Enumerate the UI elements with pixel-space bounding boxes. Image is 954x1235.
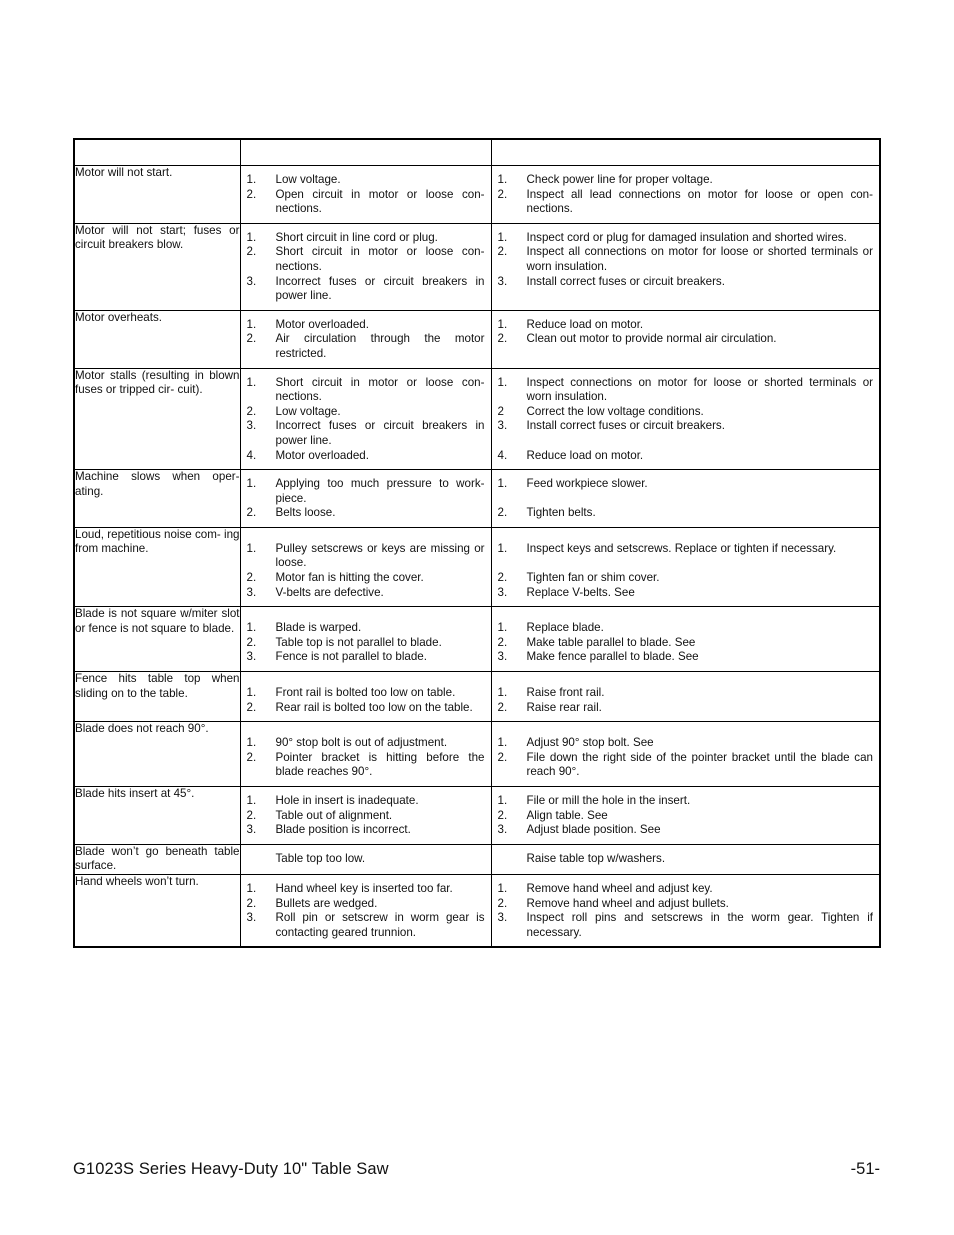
item-number: 1. (497, 173, 508, 186)
item-number: 1. (246, 375, 257, 389)
solution-cell (491, 722, 880, 787)
table-row (74, 722, 880, 787)
item-number: 2. (497, 571, 508, 585)
item-number: 3. (246, 274, 257, 288)
header-symptom (74, 139, 240, 166)
item-text: Belts loose. (275, 506, 336, 520)
item-number: 1. (246, 621, 257, 635)
item-text: 90° stop bolt is out of adjustment. (275, 736, 448, 750)
cause-item (241, 419, 485, 448)
item-number: 3. (497, 274, 508, 288)
solution-item (492, 882, 874, 897)
cause-cell (240, 672, 491, 722)
table-row (74, 607, 880, 672)
solution-item (492, 542, 874, 557)
footer-title: G1023S Series Heavy-Duty 10" Table Saw (73, 1160, 389, 1178)
cause-item (241, 318, 485, 333)
item-text: Blade is warped. (275, 621, 362, 635)
cause-item (241, 823, 485, 838)
solution-item (492, 911, 874, 940)
item-text: Install correct fuses or circuit breakers. (526, 419, 725, 433)
cause-item (241, 636, 485, 651)
item-number: 1. (497, 736, 508, 750)
item-number (241, 852, 276, 867)
solution-cell (491, 223, 880, 310)
item-number: 2. (246, 635, 257, 649)
cause-item (241, 911, 485, 940)
item-text: Roll pin or setscrew in worm gear is contacting geared trunnion. (275, 911, 485, 939)
item-text: Applying too much pressure to work- piece. (275, 477, 485, 505)
solution-item (492, 275, 874, 290)
item-number: 1. (246, 230, 257, 244)
item-number: 1. (246, 736, 257, 750)
cause-cell (240, 368, 491, 470)
solution-cell (491, 874, 880, 947)
item-number: 3. (246, 419, 257, 433)
item-text: Table out of alignment. (275, 808, 393, 822)
cause-item (241, 449, 485, 464)
item-text: Low voltage. (275, 173, 341, 186)
item-text: Inspect roll pins and setscrews in the worm gear. Tighten if necessary. (526, 911, 873, 939)
symptom-cell: Machine slows when oper- ating. (74, 470, 240, 528)
symptom-cell: Fence hits table top when sliding on to the table. (74, 672, 240, 722)
item-number: 1. (246, 541, 257, 555)
item-number: 2. (246, 506, 257, 520)
solution-item (492, 405, 874, 420)
table-row (74, 874, 880, 947)
item-text: Low voltage. (275, 404, 341, 418)
item-number: 2. (497, 506, 508, 520)
item-text: Reduce load on motor. (526, 317, 644, 331)
item-number: 2. (246, 896, 257, 910)
table-row (74, 166, 880, 224)
table-row (74, 787, 880, 845)
item-text: Raise front rail. (526, 686, 605, 700)
solution-item (492, 794, 874, 809)
item-text: Raise rear rail. (526, 700, 602, 714)
solution-cell (491, 787, 880, 845)
solution-item (492, 245, 874, 274)
solution-item (492, 586, 874, 601)
item-number: 3. (497, 585, 508, 599)
item-text: Check power line for proper voltage. (526, 173, 713, 186)
item-text: Inspect cord or plug for damaged insulation and shorted wires. (526, 230, 847, 244)
cause-item (241, 245, 485, 274)
cause-item (241, 542, 485, 571)
item-text: Adjust 90° stop bolt. See (526, 736, 654, 750)
solution-item (492, 332, 874, 347)
solution-item (492, 852, 874, 867)
solution-item (492, 231, 874, 246)
item-text: Inspect all lead connections on motor for loose or open con- nections. (526, 187, 873, 216)
item-number: 2. (497, 700, 508, 714)
item-text: Hole in insert is inadequate. (275, 794, 419, 807)
item-text: V-belts are defective. (275, 585, 384, 599)
cause-cell (240, 844, 491, 874)
cause-item (241, 897, 485, 912)
table-header-row (74, 139, 880, 166)
item-text: Short circuit in motor or loose con- nections. (275, 245, 485, 273)
cause-item (241, 701, 485, 716)
symptom-cell: Motor overheats. (74, 310, 240, 368)
item-text: Fence is not parallel to blade. (275, 650, 427, 664)
cause-item (241, 188, 485, 217)
symptom-cell: Motor will not start. (74, 166, 240, 224)
cause-item (241, 376, 485, 405)
item-number: 2. (246, 571, 257, 585)
cause-item (241, 794, 485, 809)
troubleshooting-table (73, 138, 881, 948)
item-number: 4. (246, 448, 257, 462)
cause-item (241, 650, 485, 665)
header-possible-cause (240, 139, 491, 166)
table-row (74, 223, 880, 310)
table-row (74, 310, 880, 368)
solution-item (492, 636, 874, 651)
item-number: 3. (246, 650, 257, 664)
item-text: Air circulation through the motor restricted. (275, 332, 485, 360)
item-text: Pointer bracket is hitting before the blade reaches 90°. (275, 750, 485, 779)
item-text: Make fence parallel to blade. See (526, 650, 699, 664)
item-number: 1. (497, 477, 508, 491)
item-text: Rear rail is bolted too low on the table. (275, 700, 473, 714)
solution-item (492, 188, 874, 217)
item-number: 1. (497, 541, 508, 555)
item-number: 2. (497, 896, 508, 910)
item-text: Clean out motor to provide normal air circulation. (526, 332, 777, 346)
item-text: Inspect all connections on motor for loose or shorted terminals or worn insulation. (526, 245, 873, 273)
cause-item (241, 882, 485, 897)
solution-cell (491, 672, 880, 722)
cause-item (241, 809, 485, 824)
page-number: -51- (850, 1160, 880, 1178)
symptom-cell: Blade won’t go beneath table surface. (74, 844, 240, 874)
item-number (492, 852, 527, 867)
item-text: Short circuit in motor or loose con- nections. (275, 375, 485, 404)
solution-item (492, 477, 874, 492)
item-number: 3. (497, 419, 508, 433)
symptom-cell: Motor stalls (resulting in blown fuses or tripped cir- cuit). (74, 368, 240, 470)
item-text: Install correct fuses or circuit breakers. (526, 274, 725, 288)
item-text: Tighten belts. (526, 506, 596, 520)
item-text: Front rail is bolted too low on table. (275, 686, 456, 700)
solution-item (492, 376, 874, 405)
item-text: Bullets are wedged. (275, 896, 378, 910)
cause-cell (240, 310, 491, 368)
solution-cell (491, 527, 880, 606)
item-number: 1. (246, 317, 257, 331)
cause-cell (240, 787, 491, 845)
item-number: 3. (497, 911, 508, 925)
item-number: 1. (497, 686, 508, 700)
solution-cell (491, 166, 880, 224)
symptom-cell: Loud, repetitious noise com- ing from machine. (74, 527, 240, 606)
symptom-cell: Blade is not square w/miter slot or fence is not square to blade. (74, 607, 240, 672)
item-number: 1. (246, 686, 257, 700)
solution-item (492, 809, 874, 824)
item-number: 1. (497, 621, 508, 635)
item-number: 3. (246, 911, 257, 925)
symptom-cell: Blade hits insert at 45°. (74, 787, 240, 845)
solution-item (492, 686, 874, 701)
item-number: 1. (246, 794, 257, 807)
solution-item (492, 701, 874, 716)
item-number: 2. (497, 635, 508, 649)
cause-item (241, 173, 485, 188)
item-number: 1. (497, 375, 508, 389)
solution-item (492, 621, 874, 636)
item-number: 2. (246, 808, 257, 822)
item-number: 2. (246, 245, 257, 259)
solution-item (492, 318, 874, 333)
item-text: Blade position is incorrect. (275, 823, 411, 837)
header-possible-solution (491, 139, 880, 166)
item-text: Table top is not parallel to blade. (275, 635, 442, 649)
item-text: File or mill the hole in the insert. (526, 794, 691, 807)
item-number: 1. (497, 881, 508, 895)
cause-cell (240, 223, 491, 310)
symptom-cell: Blade does not reach 90°. (74, 722, 240, 787)
item-text: Reduce load on motor. (526, 448, 644, 462)
item-text: Motor overloaded. (275, 317, 369, 331)
cause-cell (240, 527, 491, 606)
solution-item (492, 897, 874, 912)
table-row (74, 672, 880, 722)
item-text: Correct the low voltage conditions. (526, 404, 704, 418)
solution-item (492, 419, 874, 434)
solution-item (492, 751, 874, 780)
cause-item (241, 751, 485, 780)
item-number: 2. (246, 187, 257, 201)
item-number: 2. (497, 750, 508, 764)
solution-cell (491, 368, 880, 470)
item-number: 3. (246, 585, 257, 599)
item-text: Inspect keys and setscrews. Replace or tighten if necessary. (526, 541, 837, 555)
item-text: File down the right side of the pointer bracket until the blade can reach 90°. (526, 750, 873, 779)
item-text: Motor overloaded. (275, 448, 369, 462)
item-number: 2. (497, 808, 508, 822)
item-text: Remove hand wheel and adjust bullets. (526, 896, 729, 910)
table-body (74, 166, 880, 948)
cause-cell (240, 470, 491, 528)
solution-item (492, 571, 874, 586)
item-number: 1. (246, 173, 257, 186)
table-row (74, 368, 880, 470)
item-text: Replace blade. (526, 621, 604, 635)
solution-item (492, 736, 874, 751)
item-text: Pulley setscrews or keys are missing or loose. (275, 541, 485, 570)
item-text: Motor fan is hitting the cover. (275, 571, 424, 585)
item-text: Align table. See (526, 808, 608, 822)
item-text: Open circuit in motor or loose con- nections. (275, 187, 485, 216)
symptom-cell: Motor will not start; fuses or circuit breakers blow. (74, 223, 240, 310)
solution-cell (491, 844, 880, 874)
solution-cell (491, 470, 880, 528)
cause-item (241, 275, 485, 304)
solution-cell (491, 607, 880, 672)
item-number: 2. (246, 404, 257, 418)
item-text: Tighten fan or shim cover. (526, 571, 660, 585)
cause-item (241, 621, 485, 636)
table-row (74, 470, 880, 528)
cause-item (241, 332, 485, 361)
item-text: Short circuit in line cord or plug. (275, 230, 438, 244)
item-text: Feed workpiece slower. (526, 477, 648, 491)
cause-cell (240, 722, 491, 787)
solution-cell (491, 310, 880, 368)
table-row (74, 527, 880, 606)
cause-item (241, 852, 485, 867)
item-number: 2. (246, 750, 257, 764)
symptom-cell: Hand wheels won’t turn. (74, 874, 240, 947)
solution-item (492, 650, 874, 665)
item-number: 2 (497, 404, 504, 418)
item-number: 1. (497, 230, 508, 244)
solution-item (492, 173, 874, 188)
item-number: 2. (246, 700, 257, 714)
solution-item (492, 449, 874, 464)
table-row (74, 844, 880, 874)
item-text: Table top too low. (275, 851, 366, 865)
item-text: Raise table top w/washers. (526, 851, 666, 865)
item-number: 1. (246, 477, 257, 491)
cause-item (241, 586, 485, 601)
item-number: 2. (497, 245, 508, 259)
cause-cell (240, 607, 491, 672)
item-number: 1. (497, 794, 508, 807)
item-number: 3. (497, 650, 508, 664)
cause-item (241, 231, 485, 246)
item-number: 2. (497, 187, 508, 201)
item-text: Make table parallel to blade. See (526, 635, 696, 649)
item-number: 3. (497, 823, 508, 837)
item-number: 1. (246, 881, 257, 895)
item-text: Incorrect fuses or circuit breakers in power line. (275, 419, 485, 447)
item-number: 3. (246, 823, 257, 837)
solution-item (492, 823, 874, 838)
cause-cell (240, 166, 491, 224)
solution-item (492, 506, 874, 521)
item-text: Incorrect fuses or circuit breakers in power line. (275, 274, 485, 303)
item-text: Adjust blade position. See (526, 823, 661, 837)
item-text: Remove hand wheel and adjust key. (526, 881, 713, 895)
item-text: Hand wheel key is inserted too far. (275, 881, 453, 895)
cause-item (241, 477, 485, 506)
cause-item (241, 736, 485, 751)
cause-cell (240, 874, 491, 947)
cause-item (241, 405, 485, 420)
item-text: Inspect connections on motor for loose or shorted terminals or worn insulation. (526, 375, 873, 404)
item-number: 1. (497, 317, 508, 331)
item-number: 4. (497, 448, 508, 462)
item-number: 2. (246, 332, 257, 346)
cause-item (241, 686, 485, 701)
item-number: 2. (497, 332, 508, 346)
item-text: Replace V-belts. See (526, 585, 635, 599)
cause-item (241, 506, 485, 521)
cause-item (241, 571, 485, 586)
